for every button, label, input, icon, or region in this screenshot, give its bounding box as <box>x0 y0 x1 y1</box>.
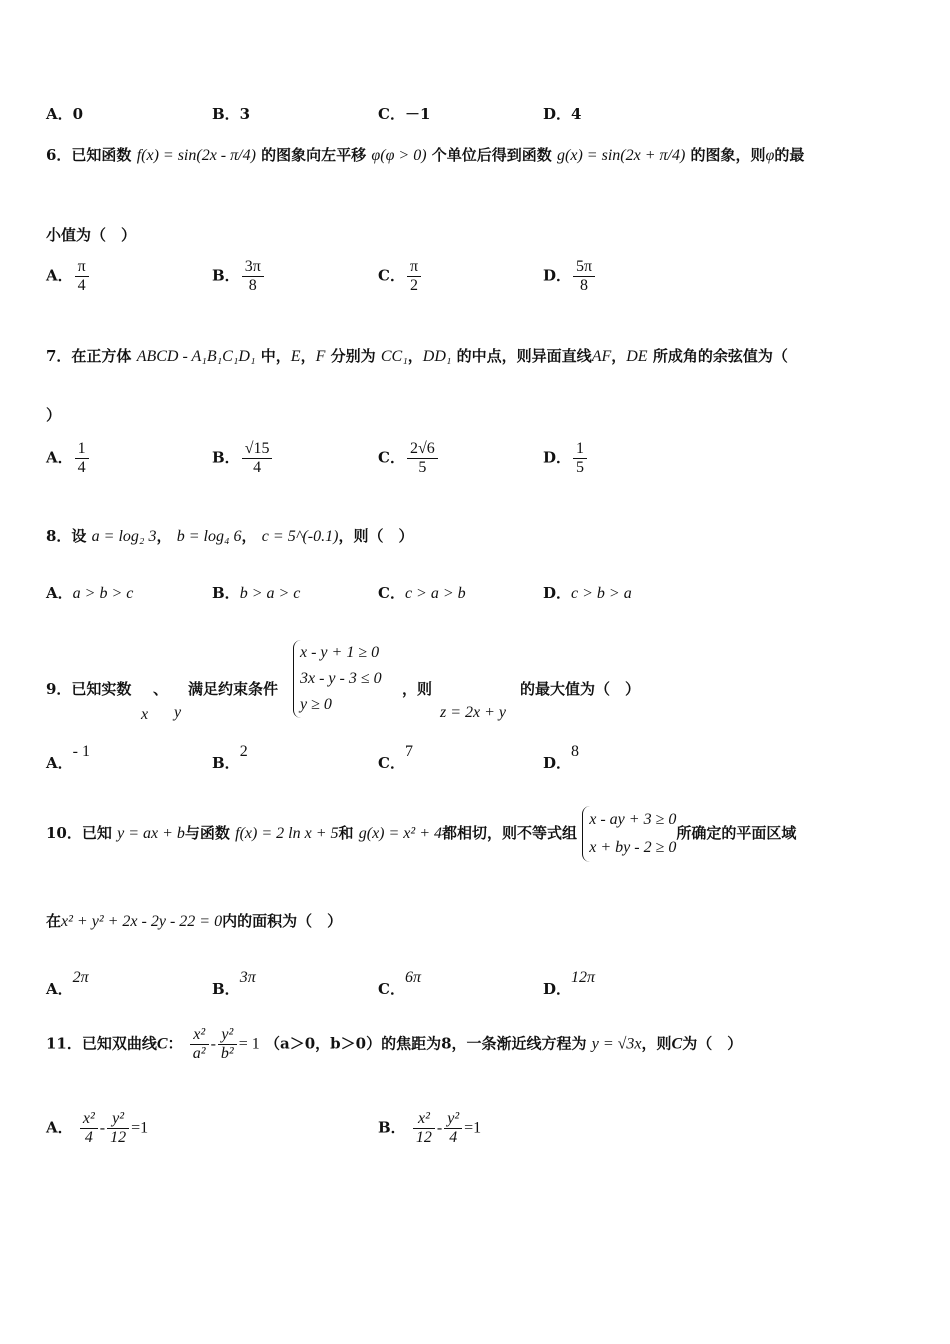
q9-text-1: 满足约束条件 <box>188 680 279 698</box>
q9-objective: z = 2x + y <box>440 704 507 721</box>
q10-option-d: D．12π <box>543 969 596 998</box>
q6-text-4: 的最 <box>774 146 805 164</box>
q6-phi-2: φ <box>765 147 775 164</box>
q6-g-expression: g(x) = sin(2x + π/4) <box>557 147 686 164</box>
q9-separator: 、 <box>153 680 169 698</box>
q6-option-b: B． $\frac{3\pi}{8}$ <box>212 258 266 295</box>
q5-option-a: A．0 <box>46 105 84 123</box>
q8-c: c = 5^(-0.1) <box>261 528 339 545</box>
q8-option-c: C．c > a > b <box>378 584 466 602</box>
q9-option-c: C．7 <box>378 743 413 772</box>
q6-prefix: 6．已知函数 <box>46 146 132 164</box>
q6-option-a: A． $\frac{\pi}{4}$ <box>46 258 91 295</box>
q6-option-d: D． $\frac{5\pi}{8}$ <box>543 258 597 295</box>
q9-prefix: 9．已知实数 <box>46 680 132 698</box>
q8-option-b: B．b > a > c <box>212 584 301 602</box>
q5-option-c: C．－1 <box>378 105 431 123</box>
q11-option-b: B． $\frac{\text{x²}}{12}$ - $\frac{\text{y²}}{4}$ =1 <box>378 1110 482 1146</box>
q10-option-b: B．3π <box>212 969 256 998</box>
q7-cube: ABCD - A₁B₁C₁D₁ <box>136 348 256 365</box>
q9-option-d: D．8 <box>543 743 580 772</box>
q6-line-2: 小值为（ ） <box>46 226 137 244</box>
q11-option-a: A． $\frac{\text{x²}}{4}$ - $\frac{\text{y²}}{12}$ =1 <box>46 1110 149 1146</box>
q10-circle: x² + y² + 2x - 2y - 22 = 0 <box>61 913 223 930</box>
question-7-stem: 7．在正方体 ABCD - A₁B₁C₁D₁ 中，E，F 分别为 CC₁，DD₁ 的中点，则异面直线AF，DE 所成角的余弦值为（ <box>46 347 788 365</box>
q9-tail: 的最大值为（ ） <box>520 680 641 698</box>
q10-option-c: C．6π <box>378 969 421 998</box>
q6-phi: φ(φ > 0) <box>371 147 427 164</box>
q8-option-d: D．c > b > a <box>543 584 632 602</box>
question-11-stem: 11．已知双曲线C： $\frac{\text{x²}}{\text{a²}}$ - $\frac{\text{y²}}{\text{b²}}$ = 1 （a＞0，b＞0）的焦距为8，一条渐近线方程为 y = √3x，则C为（ ） <box>46 1026 743 1062</box>
q6-text-3: 的图象，则 <box>690 146 766 164</box>
q9-var-y: y <box>174 704 182 721</box>
q7-option-c: C． $\frac{2√6}{5}$ <box>378 440 440 477</box>
q5-option-b: B．3 <box>212 105 251 123</box>
q8-b: b = log₄ 6 <box>176 528 242 545</box>
q9-constraint-system: x - y + 1 ≥ 0 3x - y - 3 ≤ 0 y ≥ 0 <box>293 640 382 718</box>
q9-var-x: x <box>141 706 149 723</box>
q8-a: a = log₂ 3 <box>91 528 157 545</box>
question-10-stem: 10．已知 y = ax + b与函数 f(x) = 2 ln x + 5和 g(x) = x² + 4都相切，则不等式组 x - ay + 3 ≥ 0 x + by - 2 ≥ 0 所确定的平面区域 <box>46 806 796 862</box>
q9-text-2: ，则 <box>402 680 433 698</box>
q9-option-b: B．2 <box>212 743 248 772</box>
q6-text-2: 个单位后得到函数 <box>431 146 552 164</box>
q7-option-a: A． $\frac{1}{4}$ <box>46 440 91 477</box>
q6-text-1: 的图象向左平移 <box>261 146 367 164</box>
q7-option-b: B． $\frac{√15}{4}$ <box>212 440 274 477</box>
q10-option-a: A．2π <box>46 969 89 998</box>
q10-line-2: 在x² + y² + 2x - 2y - 22 = 0内的面积为（ ） <box>46 912 343 930</box>
q6-f-expression: f(x) = sin(2x - π/4) <box>136 147 256 164</box>
q7-option-d: D． $\frac{1}{5}$ <box>543 440 589 477</box>
q6-option-c: C． $\frac{\pi}{2}$ <box>378 258 423 295</box>
question-8-stem: 8．设 a = log₂ 3， b = log₄ 6， c = 5^(-0.1)，则（ ） <box>46 527 414 545</box>
q8-option-a: A．a > b > c <box>46 584 134 602</box>
q9-option-a: A．- 1 <box>46 743 90 772</box>
q7-line-2: ） <box>46 406 62 424</box>
q5-option-d: D．4 <box>543 105 582 123</box>
question-6-stem <box>46 144 904 165</box>
